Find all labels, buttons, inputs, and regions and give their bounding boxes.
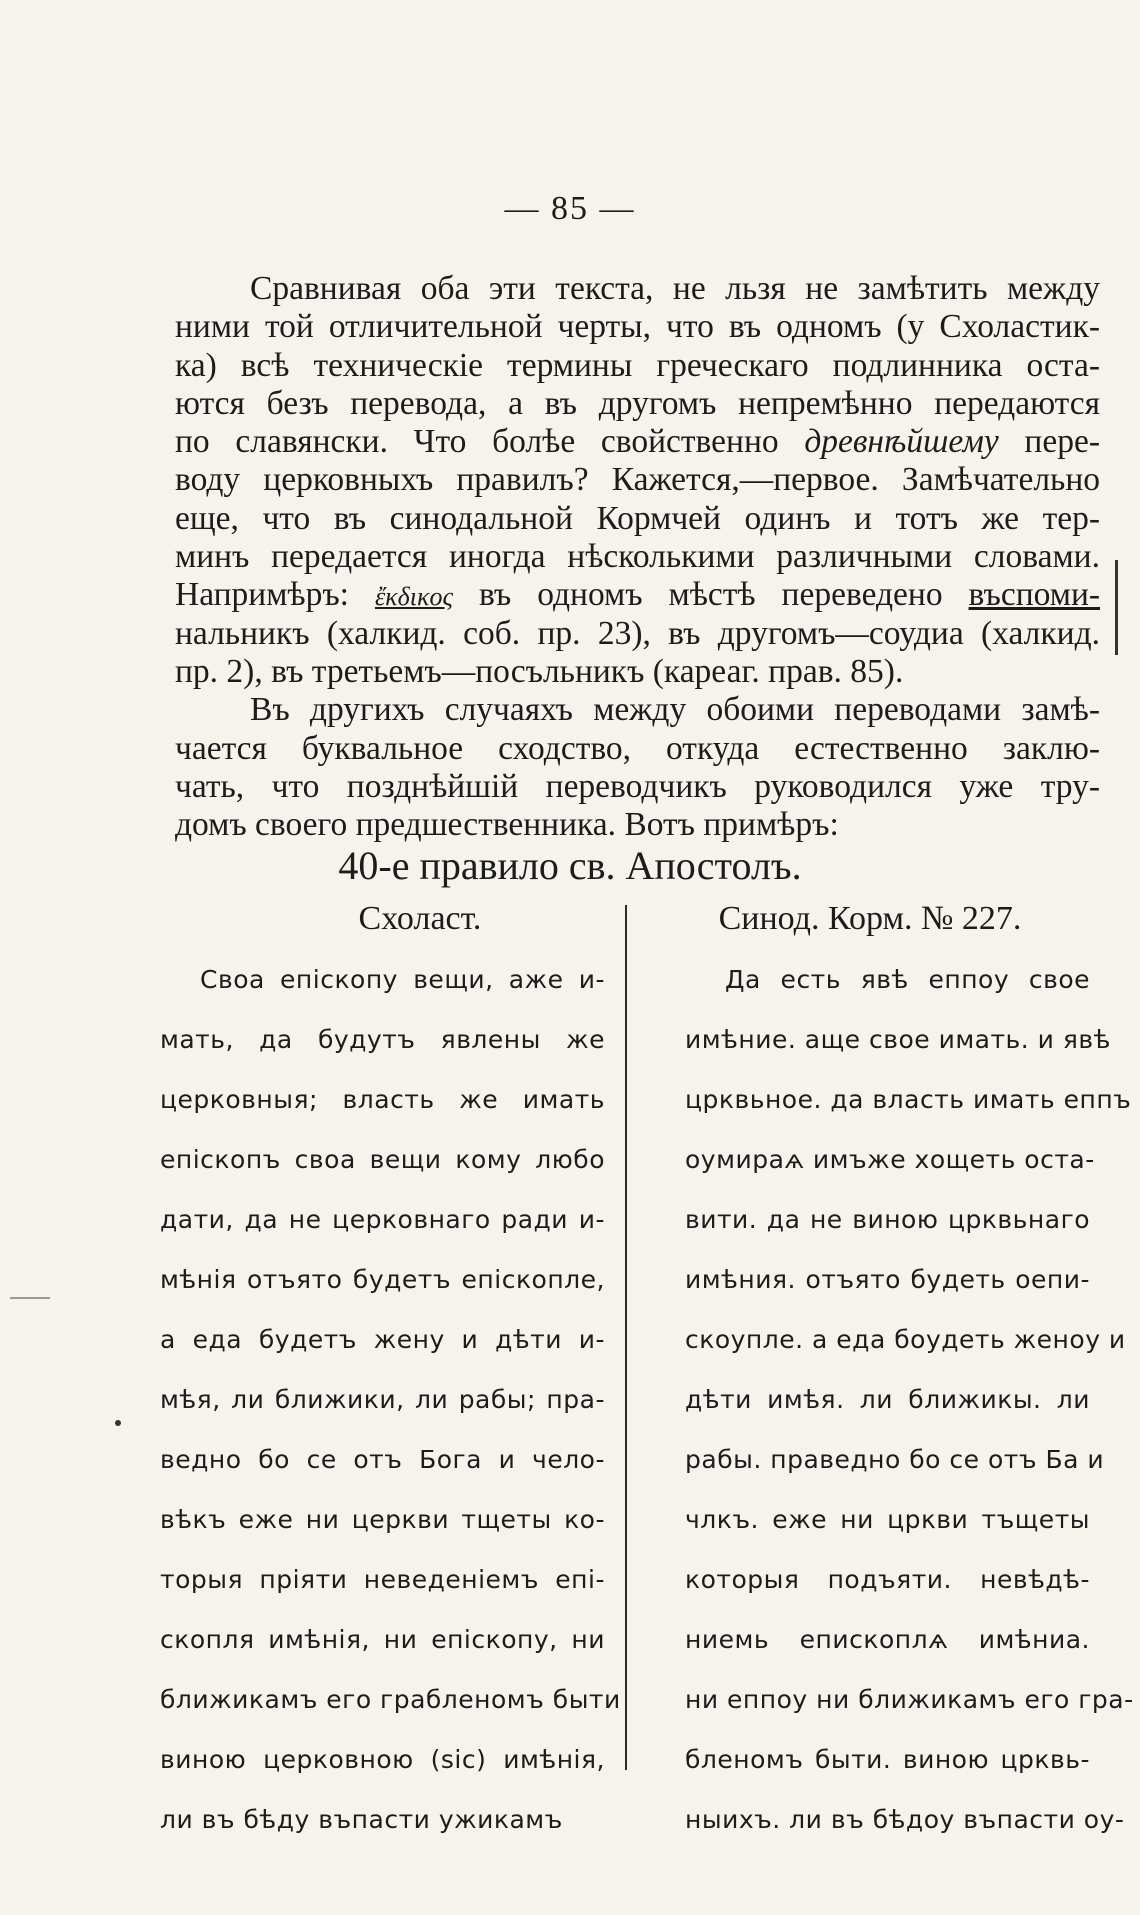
right-line: вити. да не виною црквьнаго — [685, 1205, 1090, 1234]
left-line: мѣнія отъято будетъ епіскопле, — [160, 1265, 605, 1294]
left-line: церковныя; власть же имать — [160, 1085, 605, 1114]
section-heading: 40-е правило св. Апостолъ. — [338, 843, 802, 888]
intro-line-9-tail: въспоми- — [968, 576, 1101, 614]
left-line: вѣкъ еже ни церкви тщеты ко- — [160, 1505, 605, 1534]
right-line: рабы. праведно бо се отъ Ба и — [685, 1445, 1105, 1474]
left-line: ближикамъ его грабленомъ быти — [160, 1685, 621, 1714]
left-line: епіскопъ своа вещи кому любо — [160, 1145, 605, 1174]
left-line: ли въ бѣду въпасти ужикамъ — [160, 1805, 563, 1834]
left-line: Своа епіскопу вещи, аже и- — [200, 965, 605, 994]
intro-line-5-tail: пере- — [1024, 423, 1100, 461]
right-line: имѣние. аще свое имать. и явѣ — [685, 1025, 1111, 1054]
intro-line-9-text: Напримѣръ: — [175, 576, 349, 614]
right-line: оумираѧ имъже хощеть оста- — [685, 1145, 1095, 1174]
left-line: ведно бо се отъ Бога и чело- — [160, 1445, 605, 1474]
right-line: члкъ. еже ни црκви тъщеты — [685, 1505, 1090, 1534]
column-divider — [625, 905, 627, 1770]
intro-line-10: нальникъ (халкид. соб. пр. 23), въ другомъ—соудиа (халкид. — [175, 614, 1100, 652]
intro-line-8: минъ передается иногда нѣсколькими различными словами. — [175, 538, 1100, 576]
intro-line-7: еще, что въ синодальной Кормчей одинъ и тотъ же тер- — [175, 499, 1100, 537]
left-line: а еда будетъ жену и дѣти и- — [160, 1325, 605, 1354]
right-line: которыя подъяти. невѣдѣ- — [685, 1565, 1090, 1594]
right-column-text — [685, 950, 1134, 1850]
intro-line-5-text: по славянски. Что болѣе свойственно — [175, 423, 779, 461]
intro-line-9-mid: въ одномъ мѣстѣ переведено — [478, 576, 943, 614]
left-line: мать, да будутъ явлены же — [160, 1025, 605, 1054]
right-line: ни еппоу ни ближикамъ его гра- — [685, 1685, 1134, 1714]
margin-pencil-mark — [1115, 560, 1118, 655]
right-line: скоупле. а еда боудеть женоу и — [685, 1325, 1126, 1354]
intro-line-6: воду церковныхъ правилъ? Кажется,—первое. Замѣчательно — [175, 461, 1100, 499]
left-line: скопля имѣнія, ни епіскопу, ни — [160, 1625, 605, 1654]
intro-line-2: ними той отличительной черты, что въ одномъ (у Схоластик- — [175, 308, 1100, 346]
intro-line-3: ка) всѣ техническіе термины греческаго подлинника оста- — [175, 346, 1100, 384]
intro-line-12: Въ другихъ случаяхъ между обоими переводами замѣ- — [250, 691, 1100, 729]
right-line: дѣти имѣя. ли ближикы. ли — [685, 1385, 1090, 1414]
intro-line-4: ются безъ перевода, а въ другомъ непремѣнно передаются — [175, 384, 1100, 422]
right-line: ниемь епископлѧ имѣниа. — [685, 1625, 1090, 1654]
left-line: дати, да не церковнаго ради и- — [160, 1205, 605, 1234]
right-line: имѣния. отъято будеть оепи- — [685, 1265, 1090, 1294]
left-line: торыя пріяти неведеніемъ епі- — [160, 1565, 605, 1594]
greek-word: ἔκδικος — [374, 582, 454, 612]
intro-line-11: пр. 2), въ третьемъ—посъльникъ (кареаг. прав. 85). — [175, 652, 904, 690]
right-line: Да есть явѣ еппоу свое — [725, 965, 1090, 994]
intro-line-15: домъ своего предшественника. Вотъ примѣръ: — [175, 806, 839, 844]
intro-line-13: чается буквальное сходство, откуда естественно заклю- — [175, 729, 1100, 767]
right-line: бленомъ быти. виною црквь- — [685, 1745, 1090, 1774]
intro-line-5 — [175, 423, 1100, 461]
intro-line-1: Сравнивая оба эти текста, не льзя не замѣтить между — [250, 270, 1100, 307]
right-line: ныихъ. ли въ бѣдоу въпасти оу- — [685, 1805, 1125, 1834]
left-column-text — [160, 950, 621, 1850]
intro-italic-word: древнѣйшему — [804, 423, 999, 461]
intro-paragraph — [175, 270, 1100, 844]
right-line: црквьное. да власть имать еппъ — [685, 1085, 1132, 1114]
left-line: виною церковною (sic) имѣнія, — [160, 1745, 605, 1774]
ink-speck — [115, 1420, 121, 1426]
right-column-title: Синод. Корм. № 227. — [718, 900, 1022, 937]
intro-line-14: чать, что позднѣйшій переводчикъ руководился уже тру- — [175, 767, 1100, 805]
scan-artifact — [10, 1297, 50, 1299]
left-line: мѣя, ли ближики, ли рабы; пра- — [160, 1385, 605, 1414]
left-column-title: Схоласт. — [358, 900, 482, 937]
page-number: — 85 — — [504, 190, 636, 227]
intro-line-9 — [175, 576, 1100, 614]
